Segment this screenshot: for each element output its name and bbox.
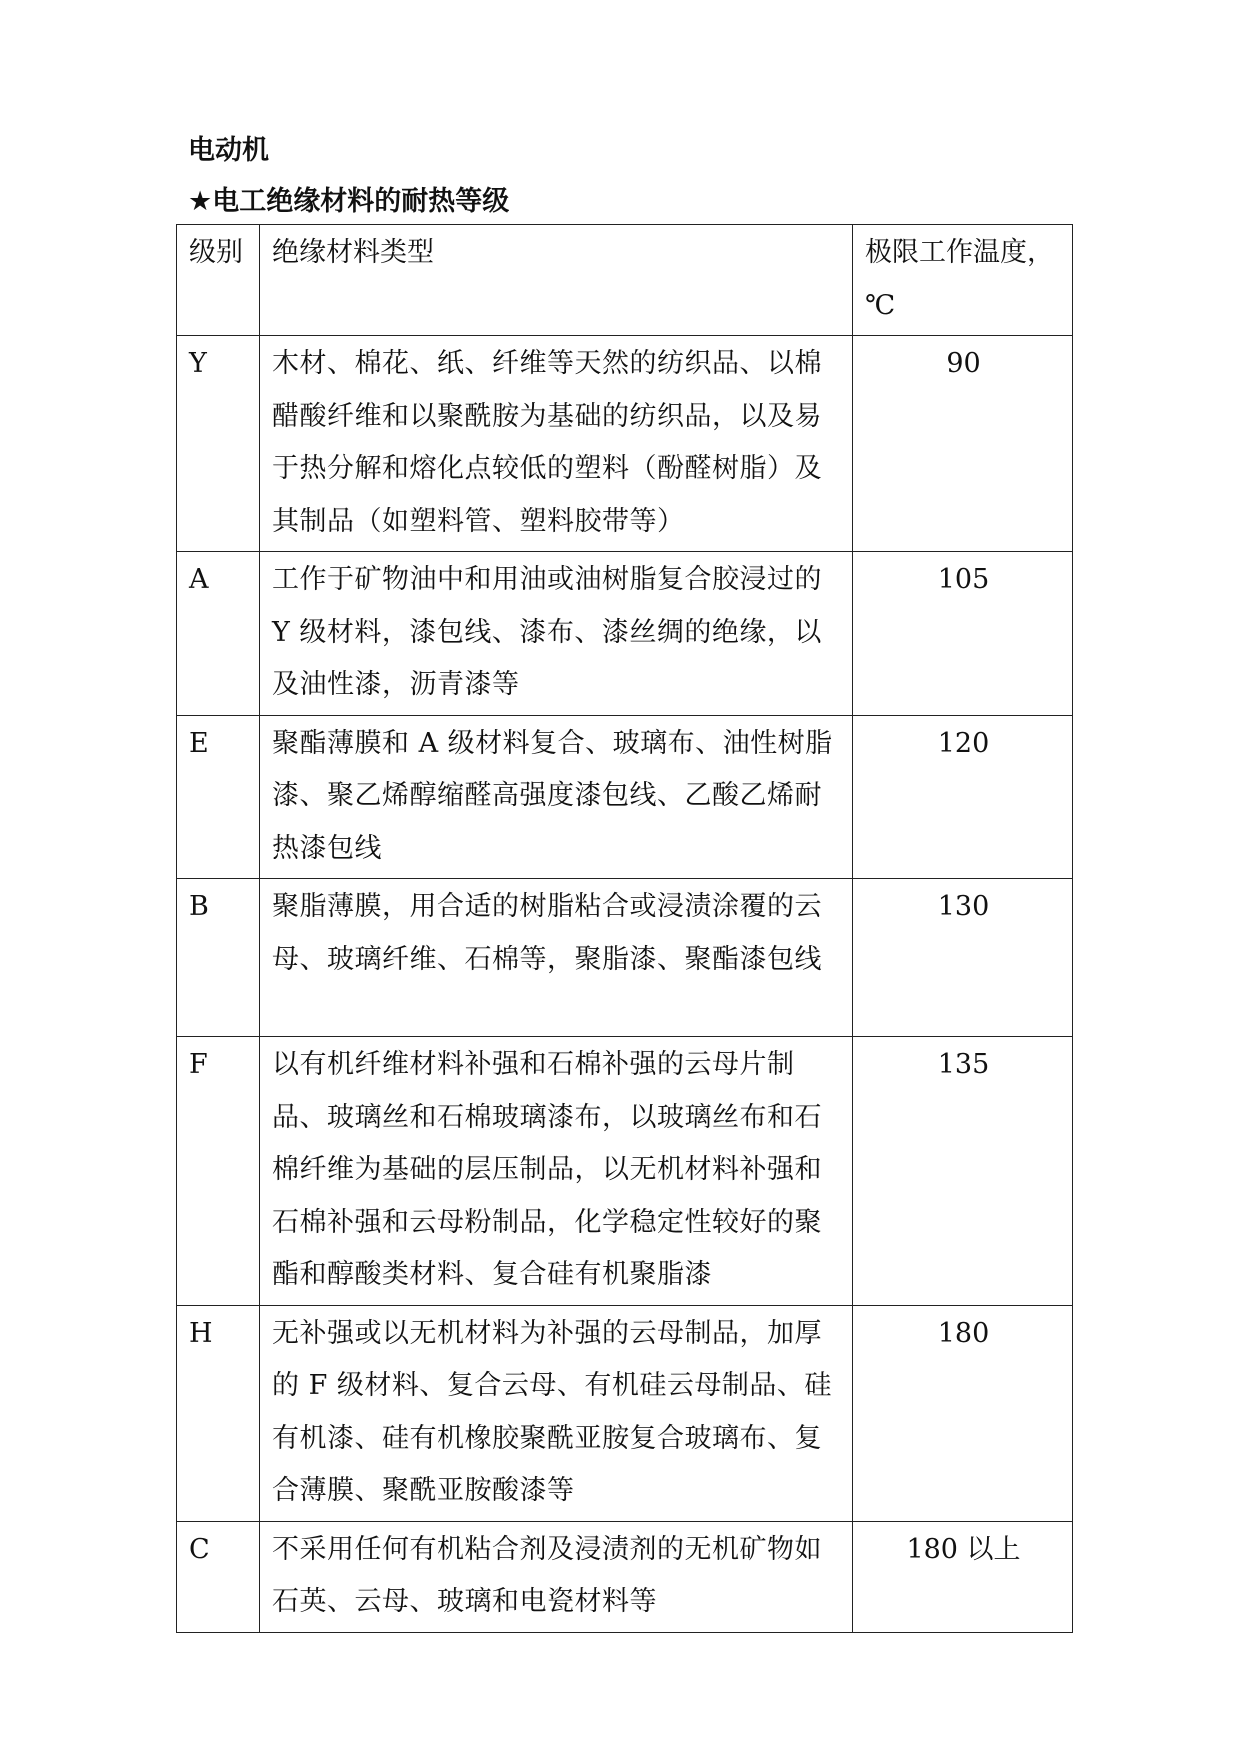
grade-cell: E bbox=[177, 715, 260, 879]
document-title: 电动机 bbox=[188, 135, 269, 166]
table-row bbox=[177, 1037, 1073, 1306]
material-cell: 木材、棉花、纸、纤维等天然的纺织品、以棉醋酸纤维和以聚酰胺为基础的纺织品，以及易于热分解和熔化点较低的塑料（酚醛树脂）及其制品（如塑料管、塑料胶带等） bbox=[260, 336, 853, 552]
temp-cell: 135 bbox=[853, 1037, 1073, 1306]
temp-cell: 180 bbox=[853, 1305, 1073, 1521]
material-cell: 聚脂薄膜，用合适的树脂粘合或浸渍涂覆的云母、玻璃纤维、石棉等，聚脂漆、聚酯漆包线 bbox=[260, 879, 853, 1037]
grade-cell: Y bbox=[177, 336, 260, 552]
table-row bbox=[177, 1521, 1073, 1632]
material-cell: 不采用任何有机粘合剂及浸渍剂的无机矿物如石英、云母、玻璃和电瓷材料等 bbox=[260, 1521, 853, 1632]
header-material: 绝缘材料类型 bbox=[260, 225, 853, 336]
temp-cell: 120 bbox=[853, 715, 1073, 879]
temp-cell: 90 bbox=[853, 336, 1073, 552]
insulation-grade-table bbox=[176, 224, 1073, 1633]
grade-cell: C bbox=[177, 1521, 260, 1632]
table-row bbox=[177, 879, 1073, 1037]
header-grade: 级别 bbox=[177, 225, 260, 336]
temp-cell: 130 bbox=[853, 879, 1073, 1037]
table-row bbox=[177, 336, 1073, 552]
material-cell: 无补强或以无机材料为补强的云母制品，加厚的 F 级材料、复合云母、有机硅云母制品、硅有机漆、硅有机橡胶聚酰亚胺复合玻璃布、复合薄膜、聚酰亚胺酸漆等 bbox=[260, 1305, 853, 1521]
grade-cell: B bbox=[177, 879, 260, 1037]
table-row bbox=[177, 715, 1073, 879]
temp-cell: 180 以上 bbox=[853, 1521, 1073, 1632]
header-temp: 极限工作温度，℃ bbox=[853, 225, 1073, 336]
grade-cell: H bbox=[177, 1305, 260, 1521]
material-cell: 以有机纤维材料补强和石棉补强的云母片制品、玻璃丝和石棉玻璃漆布，以玻璃丝布和石棉纤维为基础的层压制品，以无机材料补强和石棉补强和云母粉制品，化学稳定性较好的聚酯和醇酸类材料、复合硅有机聚脂漆 bbox=[260, 1037, 853, 1306]
table-row bbox=[177, 1305, 1073, 1521]
table-row bbox=[177, 552, 1073, 716]
table-header-row bbox=[177, 225, 1073, 336]
section-title: ★电工绝缘材料的耐热等级 bbox=[188, 186, 510, 217]
material-cell: 聚酯薄膜和 A 级材料复合、玻璃布、油性树脂漆、聚乙烯醇缩醛高强度漆包线、乙酸乙烯耐热漆包线 bbox=[260, 715, 853, 879]
material-cell: 工作于矿物油中和用油或油树脂复合胶浸过的 Y 级材料，漆包线、漆布、漆丝绸的绝缘，以及油性漆，沥青漆等 bbox=[260, 552, 853, 716]
grade-cell: F bbox=[177, 1037, 260, 1306]
temp-cell: 105 bbox=[853, 552, 1073, 716]
grade-cell: A bbox=[177, 552, 260, 716]
